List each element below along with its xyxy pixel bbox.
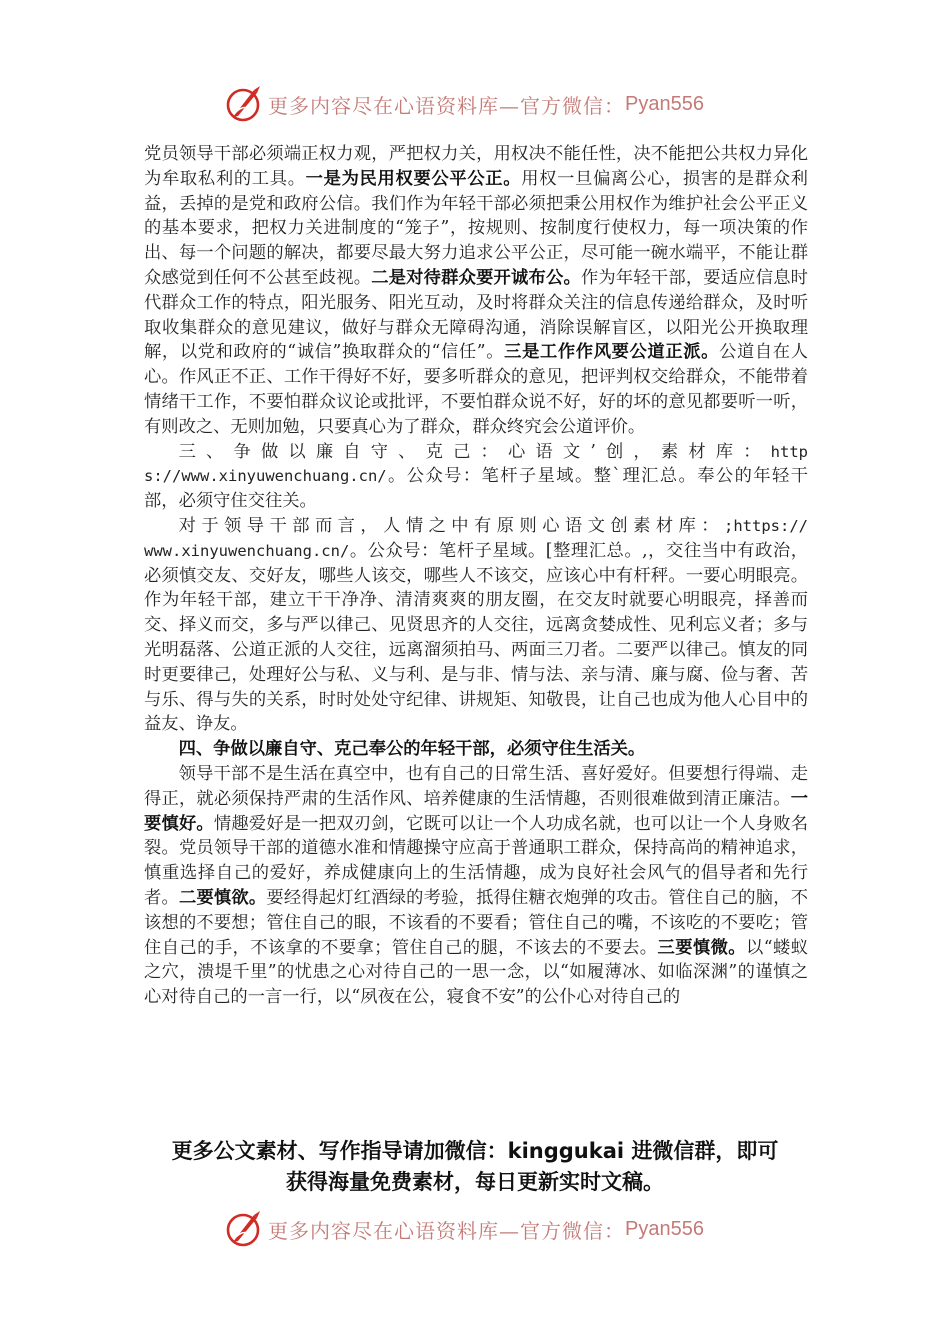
quill-logo-icon [224,1209,264,1249]
bold-point-5: 二要慎欲。 [178,887,267,908]
paragraph-power: 党员领导干部必须端正权力观，严把权力关，用权决不能任性，决不能把公共权力异化为牟取私利的工具。一是为民用权要公平公正。用权一旦偏离公心，损害的是群众利益，丢掉的是党和政府公信。我们作为年轻干部必须把秉公用权作为维护社会公平正义的基本要求，把权力关进制度的“笼子”，按规则、按制度行使权力，每一项决策的作出、每一个问题的解决，都要尽最大努力追求公平公正，尽可能一碗水端平，不能让群众感觉到任何不公甚至歧视。二是对待群众要开诚布公。作为年轻干部，要适应信息时代群众工作的特点，阳光服务、阳光互动，及时将群众关注的信息传递给群众，及时听取收集群众的意见建议，做好与群众无障碍沟通，消除误解盲区，以阳光公开换取理解，以党和政府的“诚信”换取群众的“信任”。三是工作作风要公道正派。公道自在人心。作风正不正、工作干得好不好，要多听群众的意见，把评判权交给群众，不能带着情绪干工作，不要怕群众议论或批评，不要怕群众说不好，好的坏的意见都要听一听，有则改之、无则加勉，只要真心为了群众，群众终究会公道评价。 [144,144,808,437]
footer-notice-line-1: 更多公文素材、写作指导请加微信：kinggukai 进微信群，即可 [171,1139,779,1163]
section-4-heading: 四、争做以廉自守、克己奉公的年轻干部，必须守住生活关。 [178,739,646,760]
footer-banner [224,1209,744,1249]
paragraph-friendship: 对于领导干部而言，人情之中有原则心语文创素材库：;https://www.xinyuwenchuang.cn/。公众号：笔杆子星域。[整理汇总。,，交往当中有政治，必须慎交友、交好友，哪些人该交，哪些人不该交，应该心中有杆秤。一要心明眼亮。作为年轻干部，建立干干净净、清清爽爽的朋友圈，在交友时就要心明眼亮，择善而交、择义而交，多与严以律己、见贤思齐的人交往，远离贪婪成性、见利忘义者；多与光明磊落、公道正派的人交往，远离溜须拍马、两面三刀者。二要严以律己。慎友的同时更要律己，处理好公与私、义与利、是与非、情与法、亲与清、廉与腐、俭与奢、苦与乐、得与失的关系，时时处处守纪律、讲规矩、知敬畏，让自己也成为他人心目中的益友、诤友。 [144,515,808,735]
bold-point-3: 三是工作作风要公道正派。 [504,342,720,363]
footer-notice-line-2: 获得海量免费素材，每日更新实时文稿。 [286,1170,664,1194]
footer-banner-text: 更多内容尽在心语资料库—官方微信： [268,1218,625,1243]
header-banner-handle: Pyan556 [625,92,704,115]
document-body [144,142,808,1010]
bold-point-2: 二是对待群众要开诚布公。 [371,267,581,288]
bold-point-6: 三要慎微。 [657,937,747,958]
bold-point-1: 一是为民用权要公平公正。 [305,168,522,189]
paragraph-life: 领导干部不是生活在真空中，也有自己的日常生活、喜好爱好。但要想行得端、走得正，就必须保持严肃的生活作风、培养健康的生活情趣，否则很难做到清正廉洁。一要慎好。情趣爱好是一把双刃剑，它既可以让一个人功成名就，也可以让一个人身败名裂。党员领导干部的道德水准和情趣操守应高于普通职工群众，保持高尚的精神追求，慎重选择自己的爱好，养成健康向上的生活情趣，成为良好社会风气的倡导者和先行者。二要慎欲。要经得起灯红酒绿的考验，抵得住糖衣炮弹的攻击。管住自己的脑，不该想的不要想；管住自己的眼，不该看的不要看；管住自己的嘴，不该吃的不要吃；管住自己的手，不该拿的不要拿；管住自己的腿，不该去的不要去。三要慎微。以“蝼蚁之穴，溃堤千里”的忧患之心对待自己的一思一念，以“如履薄冰、如临深渊”的谨慎之心对待自己的一言一行，以“夙夜在公，寝食不安”的公仆心对待自己的 [144,763,808,1008]
header-banner [224,84,744,124]
footer-banner-handle: Pyan556 [625,1217,704,1240]
bold-point-4: 一要慎好。 [144,788,808,834]
quill-logo-icon [224,84,264,124]
header-banner-text: 更多内容尽在心语资料库—官方微信： [268,93,625,118]
footer-notice [120,1136,830,1198]
paragraph-section-3-title: 三、争做以廉自守、克己：心语文’创，素材库：https://www.xinyuwenchuang.cn/。公众号：笔杆子星域。整`理汇总。奉公的年轻干部，必须守住交往关。 [144,441,808,512]
